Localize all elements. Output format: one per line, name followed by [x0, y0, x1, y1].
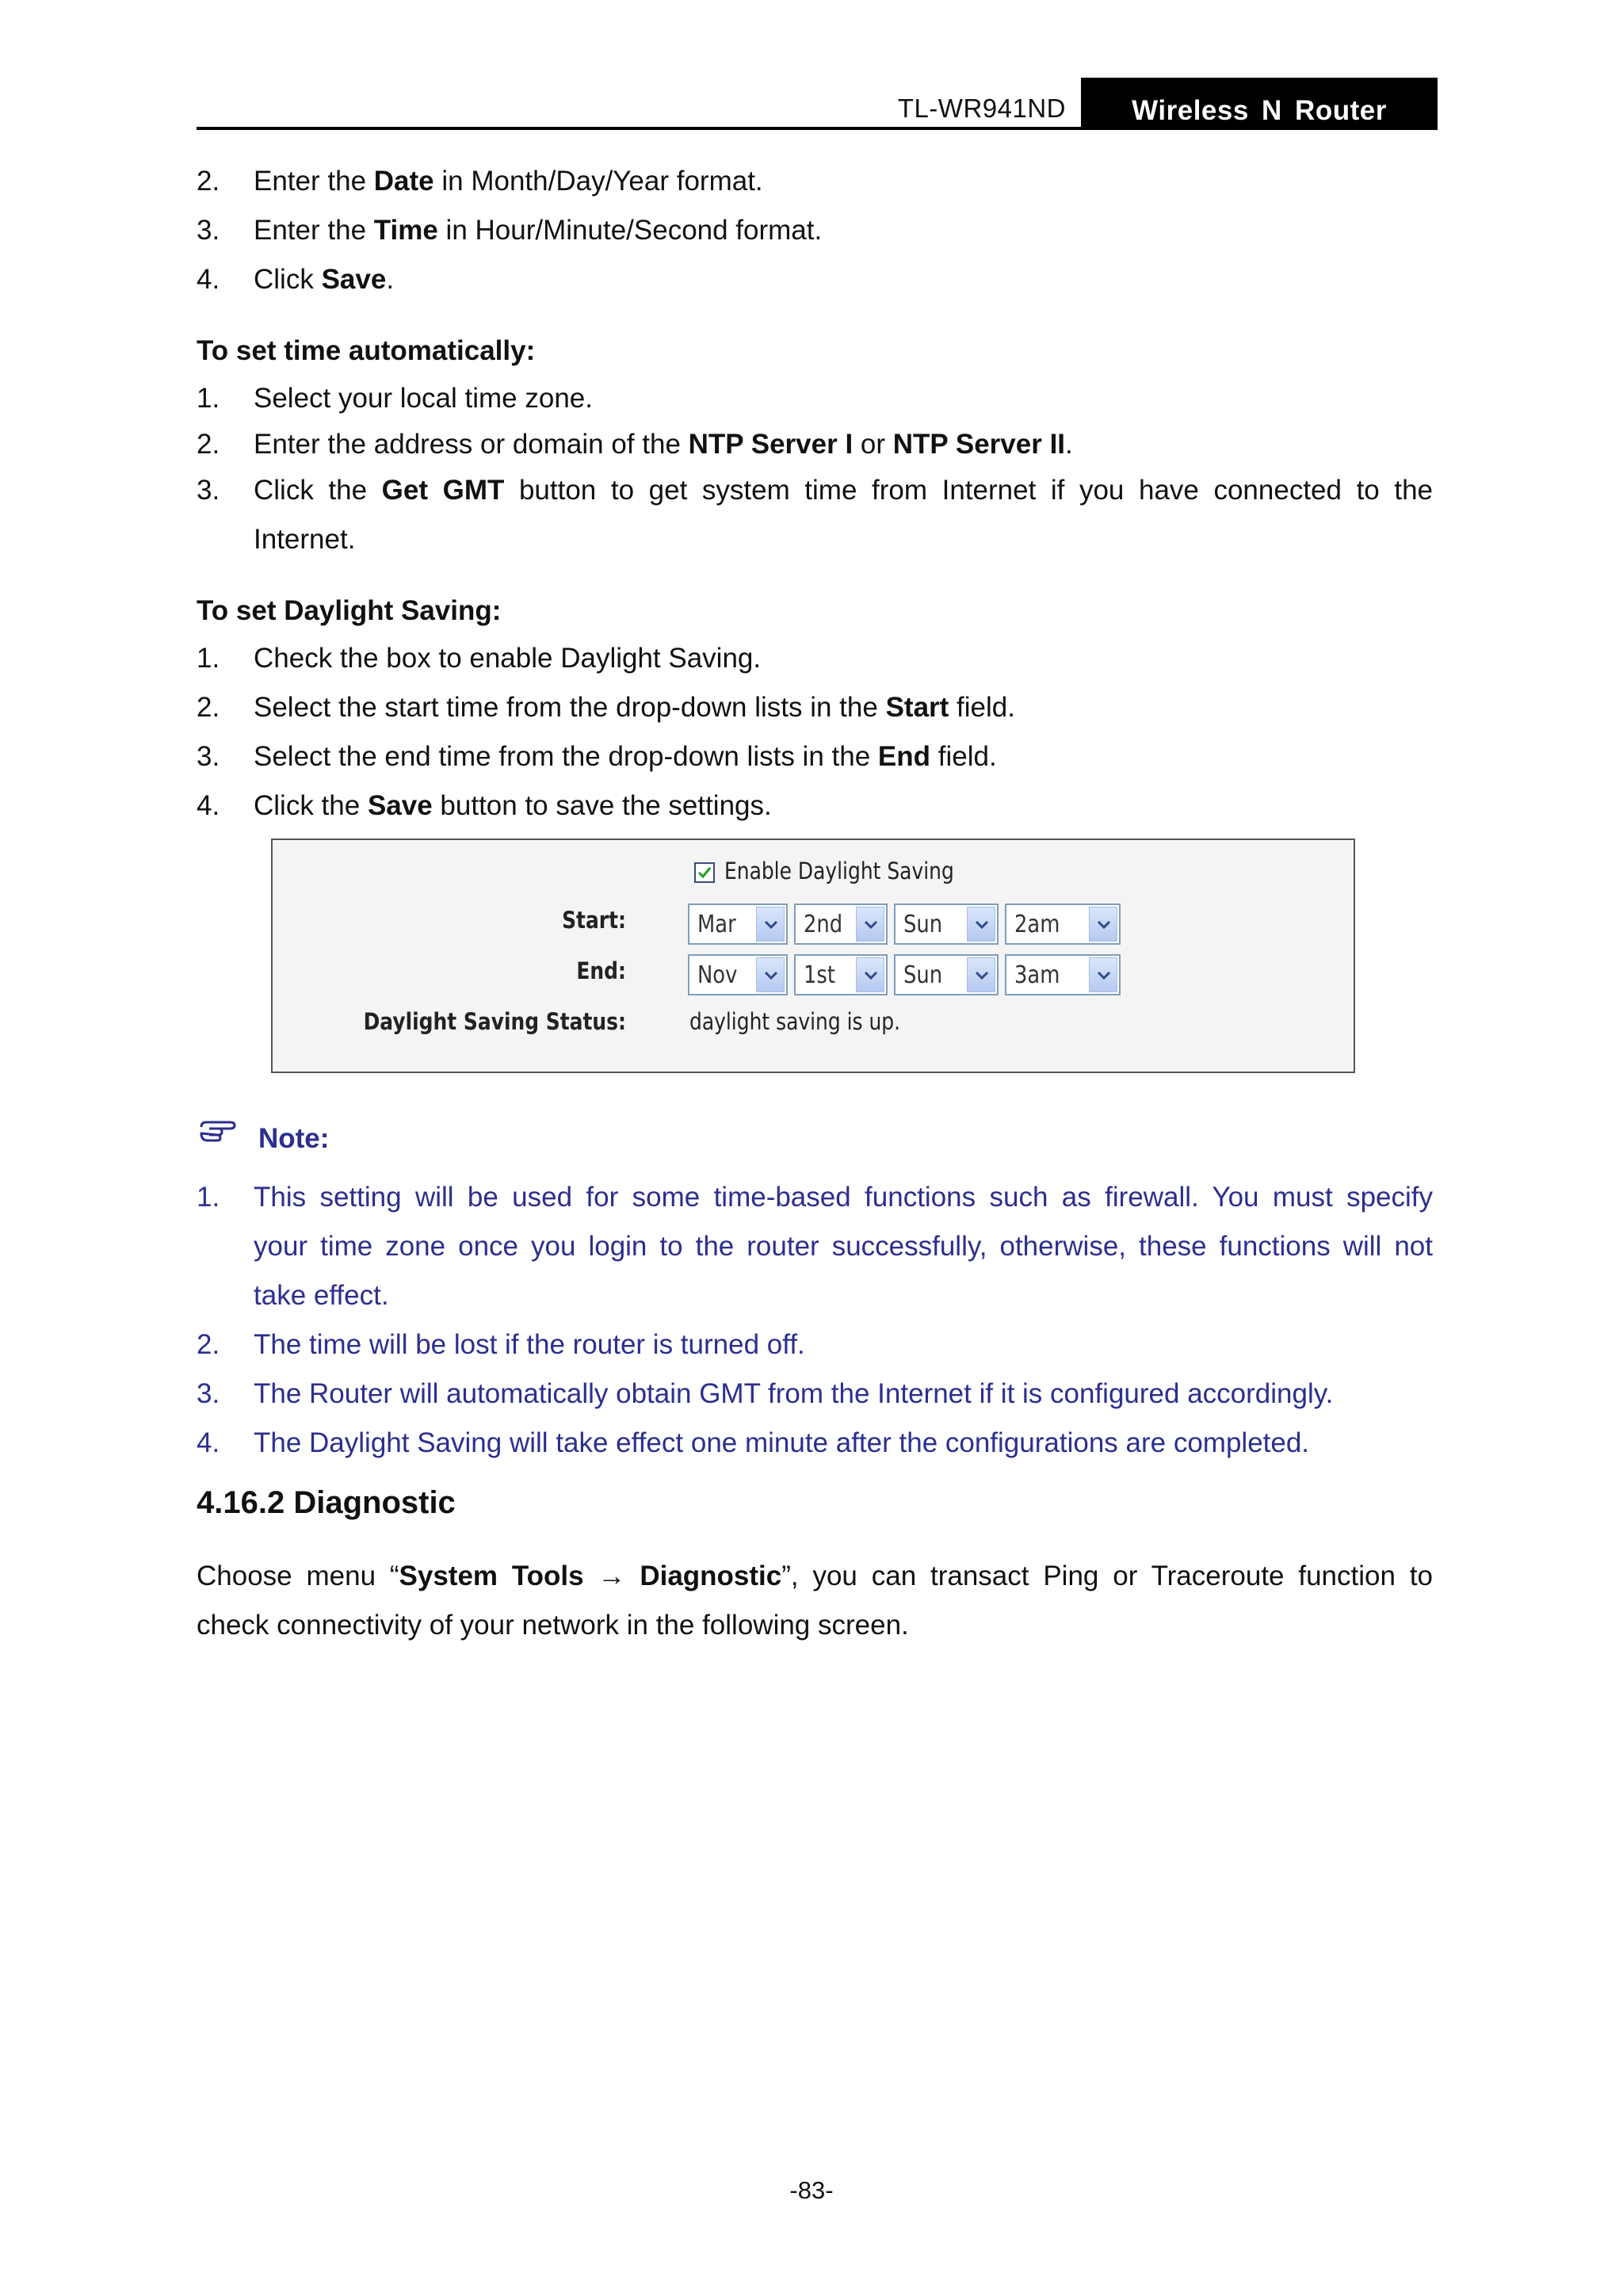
note-number: 4.	[197, 1427, 220, 1458]
chevron-down-icon[interactable]	[967, 957, 995, 992]
step-number: 4.	[197, 264, 220, 295]
step-number: 2.	[197, 692, 220, 723]
dst-step-check: Check the box to enable Daylight Saving.	[254, 643, 762, 674]
start-week-select[interactable]	[794, 904, 888, 945]
section-title: 4.16.2 Diagnostic	[197, 1485, 456, 1520]
start-month-select[interactable]	[688, 904, 788, 945]
header-product-badge: Wireless N Router	[1081, 78, 1438, 130]
step-number: 1.	[197, 643, 220, 674]
note-number: 2.	[197, 1329, 220, 1360]
chevron-down-icon[interactable]	[1089, 907, 1117, 942]
end-label: End:	[576, 957, 626, 984]
start-day-select[interactable]	[894, 904, 999, 945]
dst-heading: To set Daylight Saving:	[197, 595, 502, 626]
note-item-2: The time will be lost if the router is turned off.	[254, 1329, 805, 1360]
page-number: -83-	[789, 2176, 834, 2204]
status-label: Daylight Saving Status:	[363, 1008, 626, 1035]
select-value: Sun	[903, 961, 943, 989]
start-hour-select[interactable]	[1005, 904, 1121, 945]
select-value: 3am	[1014, 961, 1060, 989]
step-number: 2.	[197, 429, 220, 460]
select-value: Mar	[697, 911, 736, 938]
step-number: 3.	[197, 215, 220, 246]
select-value: 2nd	[804, 911, 843, 938]
step-number: 3.	[197, 741, 220, 772]
select-value: Sun	[903, 911, 943, 938]
section-paragraph-line-1: Choose menu “System Tools → Diagnostic”, you can transact Ping or Traceroute function to	[197, 1561, 1433, 1591]
note-item-3: The Router will automatically obtain GMT from the Internet if it is configured accordingly.	[254, 1378, 1334, 1409]
chevron-down-icon[interactable]	[756, 957, 785, 992]
chevron-down-icon[interactable]	[856, 907, 884, 942]
daylight-saving-screenshot	[271, 839, 1355, 1073]
header-model: TL-WR941ND	[897, 94, 1066, 123]
arrow-icon: →	[598, 1561, 626, 1591]
auto-step-get-gmt-cont: Internet.	[254, 524, 356, 555]
end-month-select[interactable]	[688, 954, 788, 995]
step-number: 4.	[197, 790, 220, 821]
auto-step-get-gmt: Click the Get GMT button to get system time from Internet if you have connected to the	[254, 475, 1434, 506]
header-rule	[197, 127, 1438, 130]
note-item-4: The Daylight Saving will take effect one minute after the configurations are completed.	[254, 1427, 1310, 1458]
auto-step-timezone: Select your local time zone.	[254, 383, 593, 414]
step-number: 1.	[197, 383, 220, 414]
dst-step-save: Click the Save button to save the settings.	[254, 790, 772, 821]
manual-step-date: Enter the Date in Month/Day/Year format.	[254, 166, 763, 197]
note-item-1-line-1: This setting will be used for some time-based functions such as firewall. You must specify	[254, 1182, 1433, 1213]
start-label: Start:	[562, 907, 626, 934]
chevron-down-icon[interactable]	[856, 957, 884, 992]
dst-step-end: Select the end time from the drop-down lists in the End field.	[254, 741, 997, 772]
status-value: daylight saving is up.	[689, 1008, 901, 1035]
auto-time-heading: To set time automatically:	[197, 335, 536, 366]
note-number: 1.	[197, 1182, 220, 1213]
enable-daylight-saving-label: Enable Daylight Saving	[724, 858, 954, 884]
note-item-1-line-3: take effect.	[254, 1280, 389, 1311]
step-number: 3.	[197, 475, 220, 506]
select-value: 2am	[1014, 911, 1060, 938]
end-day-select[interactable]	[894, 954, 999, 995]
chevron-down-icon[interactable]	[756, 907, 785, 942]
enable-daylight-saving-checkbox[interactable]	[694, 862, 715, 883]
pointing-hand-icon	[198, 1116, 242, 1144]
auto-step-ntp: Enter the address or domain of the NTP Server I or NTP Server II.	[254, 429, 1073, 460]
note-number: 3.	[197, 1378, 220, 1409]
manual-step-save: Click Save.	[254, 264, 395, 295]
end-week-select[interactable]	[794, 954, 888, 995]
note-title: Note:	[258, 1123, 330, 1154]
manual-step-time: Enter the Time in Hour/Minute/Second format.	[254, 215, 823, 246]
end-hour-select[interactable]	[1005, 954, 1121, 995]
dst-step-start: Select the start time from the drop-down lists in the Start field.	[254, 692, 1015, 723]
section-paragraph-line-2: check connectivity of your network in the following screen.	[197, 1610, 909, 1641]
checkmark-icon	[697, 865, 712, 881]
step-number: 2.	[197, 166, 220, 197]
select-value: Nov	[697, 961, 738, 989]
select-value: 1st	[804, 961, 835, 989]
chevron-down-icon[interactable]	[967, 907, 995, 942]
chevron-down-icon[interactable]	[1089, 957, 1117, 992]
note-item-1-line-2: your time zone once you login to the router successfully, otherwise, these functions will not	[254, 1231, 1433, 1262]
